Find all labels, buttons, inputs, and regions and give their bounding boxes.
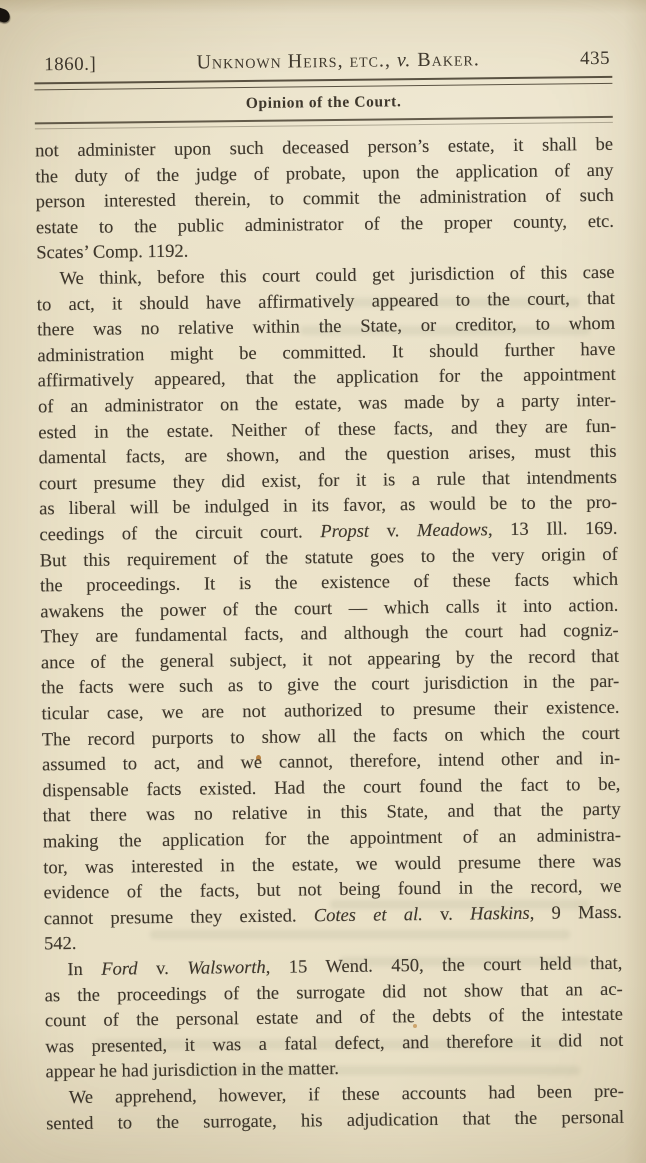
text-segment: 542. [44,934,77,955]
text-segment: damental facts, are shown, and the question arises, must this [38,441,617,469]
text-segment: The record purports to show all the facts on which the court [41,723,620,751]
text-segment: as the proceedings of the surrogate did not show that an ac- [44,979,623,1006]
text-segment: administration might be committed. It should further have [37,339,616,367]
text-segment: appear he had jurisdiction in the matter. [45,1059,340,1083]
text-segment: that there was no relative in this State, and that the party [42,800,621,827]
text-segment: awakens the power of the court — which calls it into action. [40,595,619,623]
year-label: 1860.] [44,53,97,76]
text-segment: the duty of the judge of probate, upon the application of any [35,160,614,187]
text-segment: there was no relative within the State, or creditor, to whom [37,313,616,341]
italic-citation-text: Propst [320,521,370,543]
running-header [34,47,612,78]
text-segment: ticular case, we are not authorized to presume their existence. [41,697,620,725]
text-segment: , 9 Mass. [529,902,622,924]
text-segment: the facts were such as to give the court jurisdiction in the par- [41,672,620,699]
ink-smudge [0,7,12,24]
italic-citation-text: Cotes et al. [313,904,423,927]
text-segment: assumed to act, and we cannot, therefore, intend other and in- [41,749,621,776]
paragraph [46,1080,625,1138]
text-segment: Baker. [411,48,480,72]
text-segment: evidence of the facts, but not being found in the record, we [43,877,622,904]
text-segment: to act, it should have affirmatively appeared to the court, that [36,288,615,315]
text-segment: the proceedings. It is the existence of these facts which [39,569,619,597]
case-title [196,48,480,74]
text-segment: Unknown Heirs, etc., [196,49,398,74]
text-segment: We apprehend, however, if these accounts had been pre- [68,1081,624,1109]
text-segment: cannot presume they existed. [43,906,314,930]
text-segment: We think, before this court could get jurisdiction of this case [59,262,615,290]
paragraph [36,261,622,959]
text-segment: not administer upon such deceased person’s estate, it shall be [35,134,614,162]
italic-citation-text: Ford [101,959,138,980]
text-segment: Scates’ Comp. 1192. [36,242,189,264]
text-segment: person interested therein, to commit the administration of such [35,186,614,213]
paragraph [35,133,614,268]
text-segment: dispensable facts existed. Had the court found the fact to be, [42,774,621,802]
page-content [34,47,624,1138]
text-segment: making the application for the appointment of an administra- [42,825,622,853]
text-segment: count of the personal estate and of the debts of the intestate [44,1004,624,1032]
text-segment: v. [368,520,418,542]
text-segment: tor, was interested in the estate, we would presume there was [43,851,622,878]
text-segment: ance of the general subject, it not appearing by the record that [40,646,620,674]
italic-citation-text: Walsworth [187,957,266,979]
heading-divider-rule [35,116,613,130]
text-segment: estate to the public administrator of the proper county, etc. [35,211,615,239]
text-segment: , 13 Ill. 169. [487,518,618,541]
page-number: 435 [579,47,611,70]
italic-citation-text: v. [396,49,412,72]
section-heading: Opinion of the Court. [245,93,402,113]
text-segment: of an administrator on the estate, was made by a party inter- [37,390,617,418]
opinion-text [35,133,624,1138]
text-segment: , 15 Wend. 450, the court held that, [265,953,623,978]
text-segment: v. [422,904,471,925]
header-divider-rule [34,76,612,91]
text-segment: But this requirement of the statute goes to the very origin of [39,544,618,571]
text-segment: court presume they did exist, for it is a rule that intendments [38,467,617,495]
text-segment: affirmatively appeared, that the application for the appointment [37,365,616,392]
text-segment: was presented, it was a fatal defect, and therefore it did not [45,1030,624,1058]
italic-citation-text: Haskins [469,903,530,925]
italic-citation-text: Meadows [416,520,489,541]
text-segment: ested in the estate. Neither of these facts, and they are fun- [38,416,617,443]
text-segment: ceedings of the circuit court. [39,522,321,546]
text-segment: In [67,959,102,981]
text-segment: v. [137,958,188,980]
text-segment: as liberal will be indulged in its favor, as would be to the pro- [39,493,618,520]
paragraph [44,952,623,1087]
text-segment: sented to the surrogate, his adjudication that the personal [46,1107,625,1134]
text-segment: They are fundamental facts, and although the court had cogniz- [40,621,619,648]
